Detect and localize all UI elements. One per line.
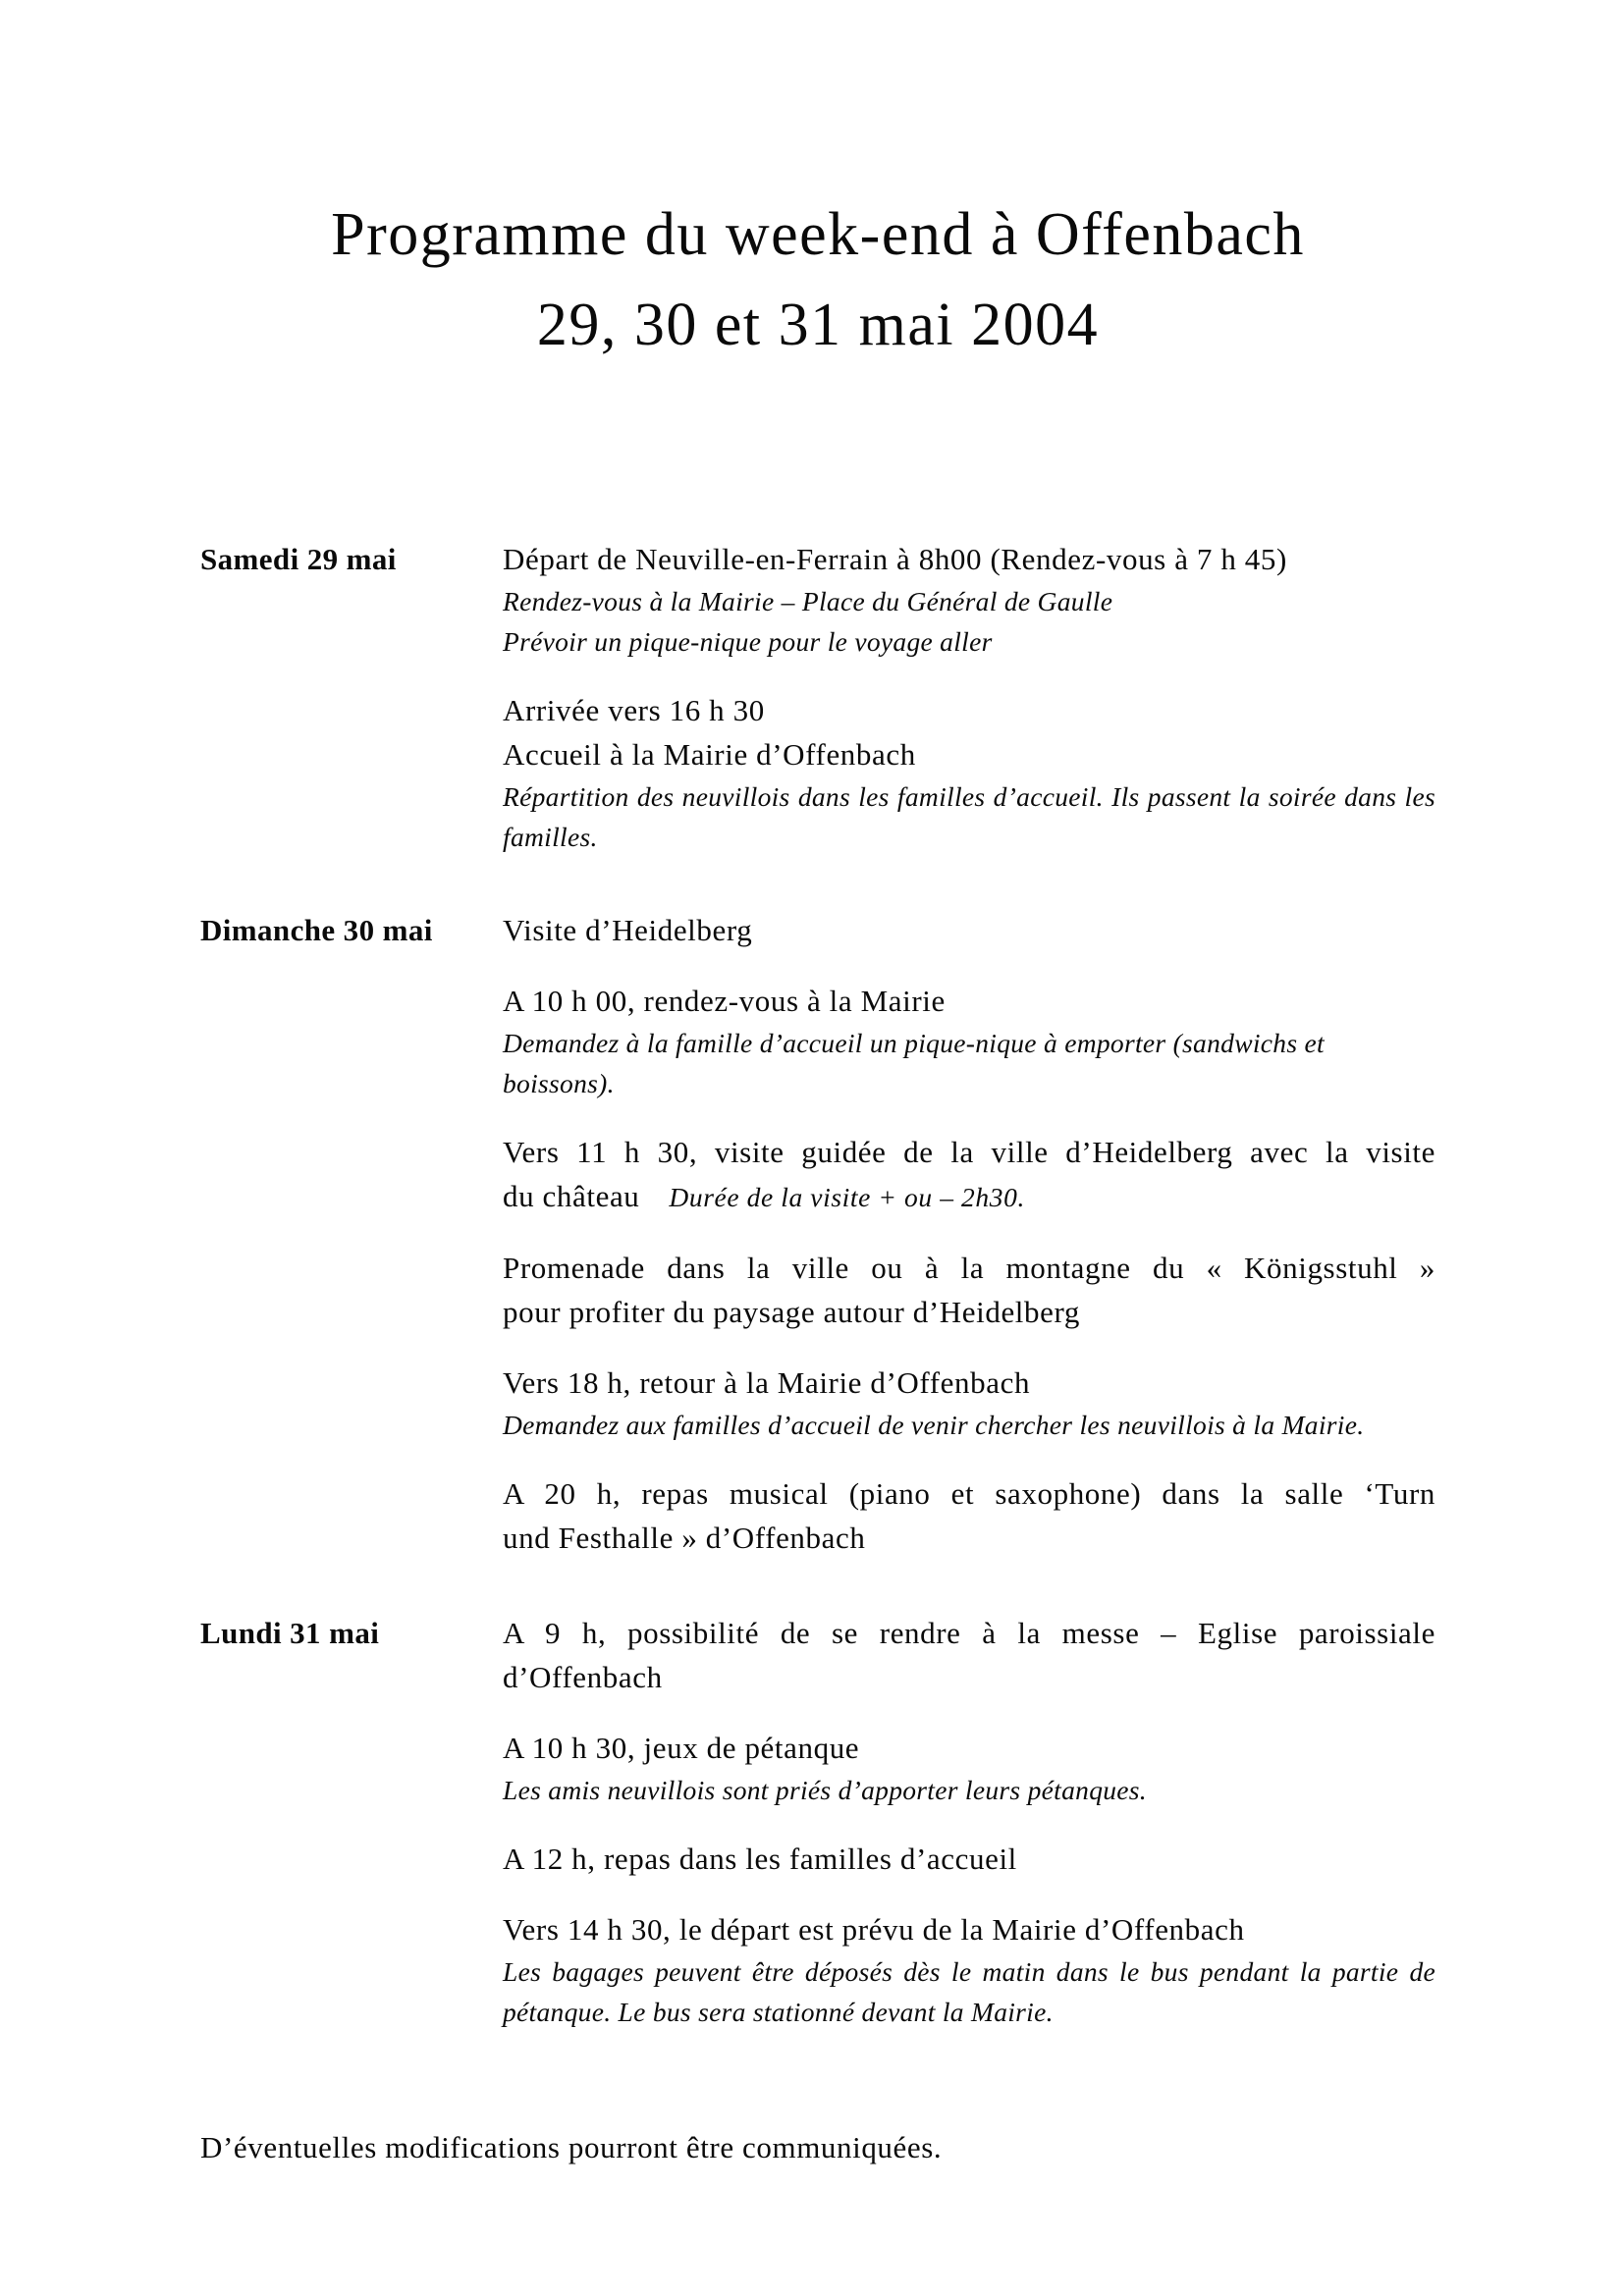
day-label: Dimanche 30 mai	[200, 913, 433, 947]
event-note-line	[503, 1770, 1435, 1810]
event-text-line	[503, 979, 1435, 1023]
line-text: A 20 h, repas musical (piano et saxophone) dans la salle ‘Turn	[503, 1476, 1435, 1511]
event-paragraph	[503, 1246, 1435, 1334]
title-line-2: 29, 30 et 31 mai 2004	[536, 292, 1100, 358]
event-paragraph	[503, 537, 1435, 662]
event-note-line	[503, 1992, 1435, 2032]
title-line-1: Programme du week-end à Offenbach	[331, 201, 1305, 268]
line-text: Demandez à la famille d’accueil un pique-nique à emporter (sandwichs et boissons).	[503, 1028, 1325, 1098]
event-text-line	[503, 1726, 1435, 1770]
event-note-line	[503, 817, 1435, 857]
event-text-line	[503, 732, 1435, 776]
event-paragraph	[503, 1907, 1435, 2032]
event-paragraph	[503, 1130, 1435, 1219]
line-text: Accueil à la Mairie d’Offenbach	[503, 737, 916, 772]
line-text: Répartition des neuvillois dans les familles d’accueil. Ils passent la soirée dans les	[503, 781, 1435, 812]
event-paragraph	[503, 688, 1435, 857]
event-text-line	[503, 1907, 1435, 1951]
line-text: familles.	[503, 822, 598, 852]
line-text: Arrivée vers 16 h 30	[503, 693, 765, 727]
event-note-line	[503, 581, 1435, 621]
line-text: und Festhalle » d’Offenbach	[503, 1521, 866, 1555]
event-note-line	[503, 1951, 1435, 1992]
line-text: Les bagages peuvent être déposés dès le matin dans le bus pendant la partie de	[503, 1956, 1435, 1987]
day-section	[200, 1611, 1435, 2032]
event-text-line	[503, 1361, 1435, 1405]
line-text: Rendez-vous à la Mairie – Place du Général de Gaulle	[503, 586, 1113, 616]
section-events	[503, 908, 1435, 1560]
line-text: pétanque. Le bus sera stationné devant la Mairie.	[503, 1997, 1054, 2027]
event-paragraph	[503, 1471, 1435, 1560]
event-text-line	[503, 1174, 1435, 1219]
line-text: Vers 11 h 30, visite guidée de la ville d’Heidelberg avec la visite	[503, 1135, 1435, 1169]
event-text-line	[503, 1837, 1435, 1881]
line-text: A 12 h, repas dans les familles d’accueil	[503, 1842, 1017, 1876]
event-text-line	[503, 1290, 1435, 1334]
event-text-line	[503, 1471, 1435, 1516]
event-text-line	[503, 1611, 1435, 1655]
event-text-line	[503, 1655, 1435, 1699]
event-paragraph	[503, 1611, 1435, 1699]
day-label: Lundi 31 mai	[200, 1616, 380, 1650]
event-note-line	[503, 776, 1435, 817]
line-text: Prévoir un pique-nique pour le voyage aller	[503, 626, 993, 657]
event-note-line	[503, 621, 1435, 662]
line-text: d’Offenbach	[503, 1660, 663, 1694]
event-paragraph	[503, 979, 1435, 1103]
line-text: Vers 14 h 30, le départ est prévu de la Mairie d’Offenbach	[503, 1912, 1245, 1947]
event-text-line	[503, 688, 1435, 732]
event-note-line	[503, 1405, 1435, 1445]
event-note-line	[503, 1023, 1435, 1103]
day-label: Samedi 29 mai	[200, 542, 397, 576]
schedule	[200, 537, 1435, 2032]
event-text-line	[503, 1516, 1435, 1560]
event-text-line	[503, 1246, 1435, 1290]
event-paragraph	[503, 1726, 1435, 1810]
line-text: A 10 h 00, rendez-vous à la Mairie	[503, 984, 946, 1018]
line-text: A 9 h, possibilité de se rendre à la messe – Eglise paroissiale	[503, 1616, 1435, 1650]
line-text: du château	[503, 1179, 640, 1213]
line-text: Départ de Neuville-en-Ferrain à 8h00 (Rendez-vous à 7 h 45)	[503, 542, 1287, 576]
line-text: Vers 18 h, retour à la Mairie d’Offenbach	[503, 1365, 1031, 1400]
event-text-line	[503, 537, 1435, 581]
line-text: Les amis neuvillois sont priés d’apporter leurs pétanques.	[503, 1775, 1147, 1805]
event-text-line	[503, 1130, 1435, 1174]
line-text: pour profiter du paysage autour d’Heidelberg	[503, 1295, 1080, 1329]
document-title	[200, 189, 1435, 370]
section-events	[503, 537, 1435, 857]
event-paragraph	[503, 908, 1435, 952]
event-text-line	[503, 908, 1435, 952]
event-paragraph	[503, 1361, 1435, 1445]
line-text: Promenade dans la ville ou à la montagne du « Königsstuhl »	[503, 1251, 1435, 1285]
day-section	[200, 908, 1435, 1560]
section-events	[503, 1611, 1435, 2032]
footer-note: D’éventuelles modifications pourront être communiquées.	[200, 2130, 943, 2164]
line-text: Visite d’Heidelberg	[503, 913, 753, 947]
day-section	[200, 537, 1435, 857]
line-text: Demandez aux familles d’accueil de venir chercher les neuvillois à la Mairie.	[503, 1410, 1365, 1440]
inline-note-text: Durée de la visite + ou – 2h30.	[669, 1182, 1025, 1212]
line-text: A 10 h 30, jeux de pétanque	[503, 1731, 860, 1765]
event-paragraph	[503, 1837, 1435, 1881]
